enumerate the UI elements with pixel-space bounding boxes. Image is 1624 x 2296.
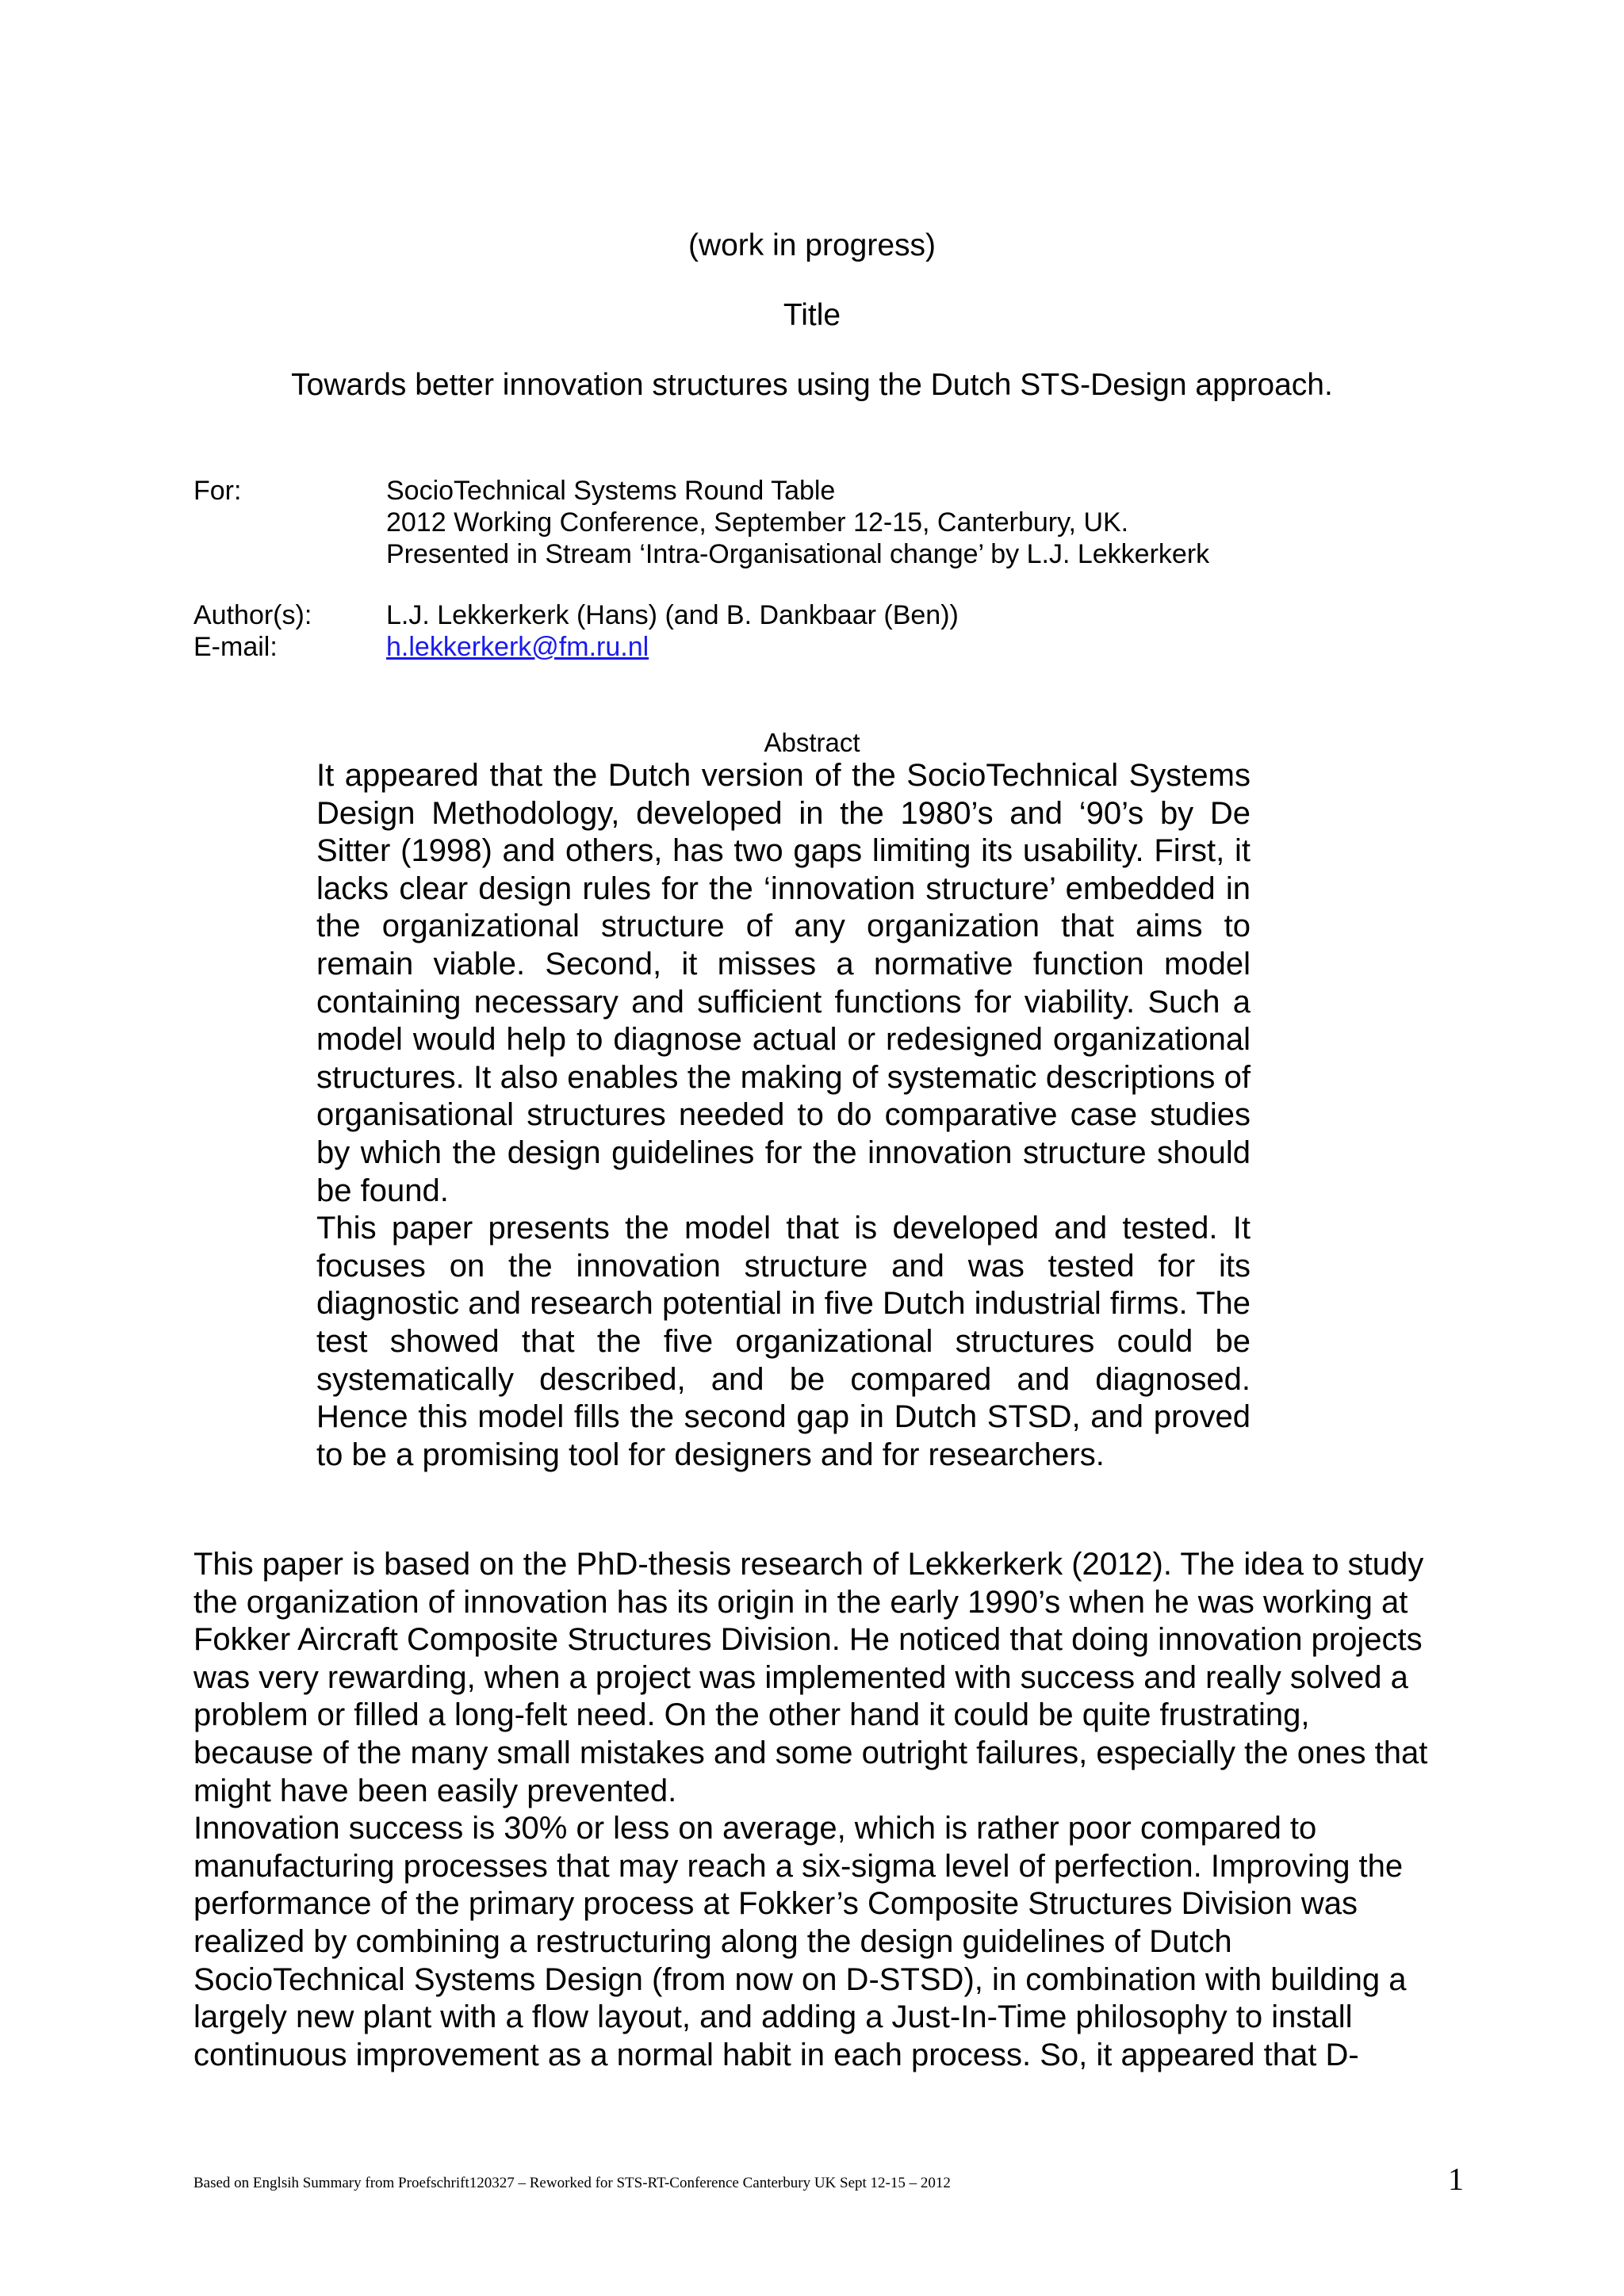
for-line-3: Presented in Stream ‘Intra-Organisational change’ by L.J. Lekkerkerk [386,539,1210,569]
document-title: Towards better innovation structures using the Dutch STS-Design approach. [291,368,1333,402]
abstract-paragraph-2: This paper presents the model that is developed and tested. It focuses on the innovation structure and was tested for its diagnostic and research potential in five Dutch industrial firms. The test showed that the five organizational structures could be systematically described, and be compared and diagnosed. Hence this model fills the second gap in Dutch STSD, and proved to be a promising tool for designers and for researchers. [316,1211,1251,1472]
page-footer: Based on Englsih Summary from Proefschrift120327 – Reworked for STS-RT-Conference Canterbury UK Sept 12-15 – 2012 [193,2175,951,2191]
email-link[interactable]: h.lekkerkerk@fm.ru.nl [386,632,649,662]
work-in-progress-label: (work in progress) [688,228,936,262]
title-label: Title [783,298,841,332]
body-paragraph-1: This paper is based on the PhD-thesis research of Lekkerkerk (2012). The idea to study the organization of innovation has its origin in the early 1990’s when he was working at Fokker Aircraft Composite Structures Division. He noticed that doing innovation projects was very rewarding, when a project was implemented with success and really solved a problem or filled a long-felt need. On the other hand it could be quite frustrating, because of the many small mistakes and some outright failures, especially the ones that might have been easily prevented. [193,1547,1428,1808]
page-number: 1 [1448,2161,1464,2197]
email-label: E-mail: [193,632,278,662]
body-paragraph-2: Innovation success is 30% or less on average, which is rather poor compared to manufacturing processes that may reach a six-sigma level of perfection. Improving the performance of the primary process at Fokker’s Composite Structures Division was realized by combining a restructuring along the design guidelines of Dutch SocioTechnical Systems Design (from now on D-STSD), in combination with building a largely new plant with a flow layout, and adding a Just-In-Time philosophy to install continuous improvement as a normal habit in each process. So, it appeared that D- [193,1811,1407,2072]
abstract-paragraph-1: It appeared that the Dutch version of the SocioTechnical Systems Design Methodology, developed in the 1980’s and ‘90’s by De Sitter (1998) and others, has two gaps limiting its usability. First, it lacks clear design rules for the ‘innovation structure’ embedded in the organizational structure of any organization that aims to remain viable. Second, it misses a normative function model containing necessary and sufficient functions for viability. Such a model would help to diagnose actual or redesigned organizational structures. It also enables the making of systematic descriptions of organisational structures needed to do comparative case studies by which the design guidelines for the innovation structure should be found. [316,758,1251,1208]
main-body-text [193,1546,1431,2074]
email-value [386,631,649,663]
abstract-body [316,757,1251,1474]
abstract-heading: Abstract [764,728,860,757]
for-line-1: SocioTechnical Systems Round Table [386,476,836,506]
authors-value: L.J. Lekkerkerk (Hans) (and B. Dankbaar (Ben)) [386,600,959,630]
for-label: For: [193,476,242,506]
authors-label: Author(s): [193,600,312,630]
for-line-2: 2012 Working Conference, September 12-15, Canterbury, UK. [386,507,1129,538]
